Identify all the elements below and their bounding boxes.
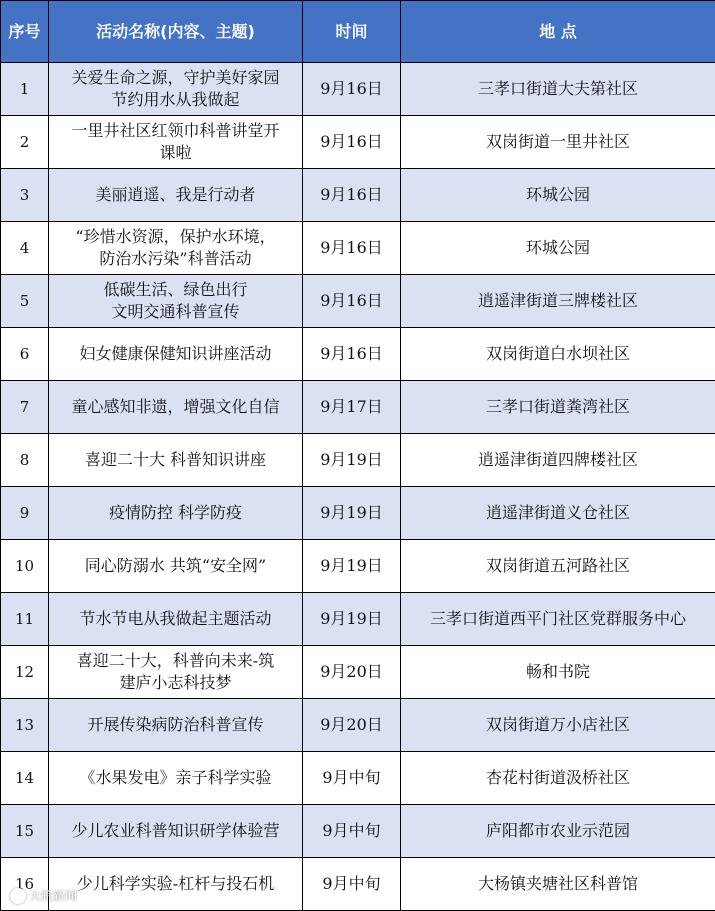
cell-activity-name-line-2: 节约用水从我做起 bbox=[55, 89, 296, 111]
cell-serial-number bbox=[1, 646, 49, 699]
table-row bbox=[1, 752, 715, 805]
cell-serial-number-line: 11 bbox=[3, 608, 46, 630]
cell-activity-name bbox=[49, 381, 303, 434]
cell-activity-name-line: “珍惜水资源，保护水环境， bbox=[55, 226, 296, 248]
cell-activity-name-line: 少儿科学实验-杠杆与投石机 bbox=[55, 873, 296, 895]
cell-location-line: 大杨镇夹塘社区科普馆 bbox=[403, 873, 713, 895]
cell-time-line: 9月19日 bbox=[305, 608, 398, 630]
cell-activity-name bbox=[49, 63, 303, 116]
cell-location bbox=[401, 699, 715, 752]
cell-serial-number bbox=[1, 699, 49, 752]
cell-time-line: 9月中旬 bbox=[305, 820, 398, 842]
header-serial-number: 序号 bbox=[1, 1, 49, 63]
table-row bbox=[1, 540, 715, 593]
cell-time-line: 9月19日 bbox=[305, 449, 398, 471]
cell-serial-number-line: 10 bbox=[3, 555, 46, 577]
cell-serial-number bbox=[1, 63, 49, 116]
cell-time-line: 9月16日 bbox=[305, 184, 398, 206]
cell-activity-name-line: 关爱生命之源，守护美好家园 bbox=[55, 67, 296, 89]
table-row bbox=[1, 275, 715, 328]
watermark-logo-icon bbox=[10, 888, 26, 904]
cell-serial-number-line: 1 bbox=[3, 78, 46, 100]
cell-location bbox=[401, 487, 715, 540]
header-activity-name: 活动名称(内容、主题) bbox=[49, 1, 303, 63]
cell-time bbox=[303, 699, 401, 752]
cell-activity-name bbox=[49, 169, 303, 222]
cell-activity-name bbox=[49, 699, 303, 752]
cell-serial-number bbox=[1, 169, 49, 222]
cell-time-line: 9月20日 bbox=[305, 714, 398, 736]
cell-location-line: 环城公园 bbox=[403, 237, 713, 259]
cell-time bbox=[303, 63, 401, 116]
cell-time bbox=[303, 540, 401, 593]
cell-activity-name-line: 一里井社区红领巾科普讲堂开 bbox=[55, 120, 296, 142]
cell-serial-number-line: 5 bbox=[3, 290, 46, 312]
cell-time-line: 9月19日 bbox=[305, 502, 398, 524]
cell-serial-number-line: 16 bbox=[3, 873, 46, 895]
cell-serial-number-line: 13 bbox=[3, 714, 46, 736]
cell-time-line: 9月16日 bbox=[305, 78, 398, 100]
cell-time bbox=[303, 275, 401, 328]
cell-time bbox=[303, 646, 401, 699]
cell-activity-name bbox=[49, 593, 303, 646]
cell-activity-name-line: 喜迎二十大 科普知识讲座 bbox=[55, 449, 296, 471]
cell-serial-number bbox=[1, 434, 49, 487]
cell-time-line: 9月16日 bbox=[305, 131, 398, 153]
cell-activity-name-line-2: 防治水污染”科普活动 bbox=[55, 248, 296, 270]
cell-time bbox=[303, 752, 401, 805]
cell-location-line: 逍遥津街道四牌楼社区 bbox=[403, 449, 713, 471]
cell-location bbox=[401, 858, 715, 911]
cell-location-line: 杏花村街道汲桥社区 bbox=[403, 767, 713, 789]
cell-serial-number-line: 6 bbox=[3, 343, 46, 365]
cell-time-line: 9月20日 bbox=[305, 661, 398, 683]
cell-time-line: 9月中旬 bbox=[305, 767, 398, 789]
cell-time-line: 9月17日 bbox=[305, 396, 398, 418]
cell-serial-number bbox=[1, 805, 49, 858]
table-row bbox=[1, 381, 715, 434]
cell-location bbox=[401, 752, 715, 805]
table-row bbox=[1, 646, 715, 699]
watermark bbox=[10, 887, 77, 904]
cell-location bbox=[401, 63, 715, 116]
cell-serial-number bbox=[1, 222, 49, 275]
cell-time bbox=[303, 805, 401, 858]
table-row bbox=[1, 805, 715, 858]
table-row bbox=[1, 487, 715, 540]
cell-time-line: 9月16日 bbox=[305, 237, 398, 259]
table-row bbox=[1, 328, 715, 381]
table-row bbox=[1, 699, 715, 752]
cell-location bbox=[401, 434, 715, 487]
table-row bbox=[1, 169, 715, 222]
cell-activity-name bbox=[49, 858, 303, 911]
cell-activity-name-line: 喜迎二十大，科普向未来-筑 bbox=[55, 650, 296, 672]
cell-activity-name-line: 低碳生活、绿色出行 bbox=[55, 279, 296, 301]
cell-serial-number-line: 2 bbox=[3, 131, 46, 153]
cell-time bbox=[303, 169, 401, 222]
cell-activity-name bbox=[49, 434, 303, 487]
cell-activity-name-line: 疫情防控 科学防疫 bbox=[55, 502, 296, 524]
cell-activity-name bbox=[49, 540, 303, 593]
cell-location-line: 庐阳都市农业示范园 bbox=[403, 820, 713, 842]
cell-location bbox=[401, 116, 715, 169]
table-row bbox=[1, 434, 715, 487]
cell-activity-name-line: 《水果发电》亲子科学实验 bbox=[55, 767, 296, 789]
cell-activity-name-line: 同心防溺水 共筑“安全网” bbox=[55, 555, 296, 577]
cell-location-line: 逍遥津街道三牌楼社区 bbox=[403, 290, 713, 312]
cell-location bbox=[401, 805, 715, 858]
cell-activity-name bbox=[49, 222, 303, 275]
cell-activity-name-line-2: 课啦 bbox=[55, 142, 296, 164]
cell-activity-name bbox=[49, 646, 303, 699]
cell-serial-number bbox=[1, 116, 49, 169]
cell-location-line: 逍遥津街道义仓社区 bbox=[403, 502, 713, 524]
cell-location bbox=[401, 328, 715, 381]
cell-serial-number bbox=[1, 328, 49, 381]
watermark-text: 大皖新闻 bbox=[29, 887, 77, 904]
cell-location-line: 环城公园 bbox=[403, 184, 713, 206]
cell-location-line: 双岗街道万小店社区 bbox=[403, 714, 713, 736]
cell-location bbox=[401, 222, 715, 275]
table-row bbox=[1, 222, 715, 275]
cell-serial-number-line: 9 bbox=[3, 502, 46, 524]
cell-location bbox=[401, 593, 715, 646]
cell-serial-number-line: 12 bbox=[3, 661, 46, 683]
cell-serial-number bbox=[1, 487, 49, 540]
cell-location-line: 三孝口街道粪湾社区 bbox=[403, 396, 713, 418]
cell-time-line: 9月16日 bbox=[305, 343, 398, 365]
cell-location-line: 三孝口街道大夫第社区 bbox=[403, 78, 713, 100]
cell-location-line: 三孝口街道西平门社区党群服务中心 bbox=[403, 608, 713, 630]
cell-serial-number bbox=[1, 381, 49, 434]
cell-activity-name bbox=[49, 328, 303, 381]
cell-activity-name bbox=[49, 487, 303, 540]
header-time: 时间 bbox=[303, 1, 401, 63]
cell-serial-number bbox=[1, 540, 49, 593]
cell-activity-name bbox=[49, 752, 303, 805]
cell-location bbox=[401, 540, 715, 593]
cell-serial-number bbox=[1, 752, 49, 805]
cell-activity-name-line: 节水节电从我做起主题活动 bbox=[55, 608, 296, 630]
cell-time-line: 9月19日 bbox=[305, 555, 398, 577]
cell-activity-name-line: 美丽逍遥、我是行动者 bbox=[55, 184, 296, 206]
cell-time bbox=[303, 487, 401, 540]
cell-serial-number-line: 7 bbox=[3, 396, 46, 418]
cell-activity-name bbox=[49, 116, 303, 169]
cell-activity-name-line: 童心感知非遗，增强文化自信 bbox=[55, 396, 296, 418]
cell-time bbox=[303, 222, 401, 275]
cell-serial-number-line: 4 bbox=[3, 237, 46, 259]
cell-time bbox=[303, 116, 401, 169]
table-row bbox=[1, 116, 715, 169]
cell-activity-name-line-2: 文明交通科普宣传 bbox=[55, 301, 296, 323]
cell-activity-name-line: 妇女健康保健知识讲座活动 bbox=[55, 343, 296, 365]
cell-time bbox=[303, 858, 401, 911]
cell-time-line: 9月16日 bbox=[305, 290, 398, 312]
table-row bbox=[1, 593, 715, 646]
cell-activity-name bbox=[49, 805, 303, 858]
cell-location bbox=[401, 381, 715, 434]
cell-serial-number bbox=[1, 593, 49, 646]
table-header-row bbox=[1, 1, 715, 63]
cell-time bbox=[303, 328, 401, 381]
cell-time bbox=[303, 593, 401, 646]
table-row bbox=[1, 858, 715, 911]
cell-time bbox=[303, 434, 401, 487]
cell-location bbox=[401, 646, 715, 699]
cell-activity-name-line: 少儿农业科普知识研学体验营 bbox=[55, 820, 296, 842]
cell-time bbox=[303, 381, 401, 434]
cell-serial-number-line: 14 bbox=[3, 767, 46, 789]
table-body bbox=[1, 63, 715, 911]
cell-activity-name-line: 开展传染病防治科普宣传 bbox=[55, 714, 296, 736]
cell-serial-number-line: 15 bbox=[3, 820, 46, 842]
cell-time-line: 9月中旬 bbox=[305, 873, 398, 895]
cell-activity-name bbox=[49, 275, 303, 328]
table-row bbox=[1, 63, 715, 116]
cell-location bbox=[401, 169, 715, 222]
cell-serial-number bbox=[1, 275, 49, 328]
cell-location bbox=[401, 275, 715, 328]
cell-location-line: 双岗街道一里井社区 bbox=[403, 131, 713, 153]
cell-serial-number-line: 8 bbox=[3, 449, 46, 471]
header-location: 地 点 bbox=[401, 1, 715, 63]
cell-serial-number-line: 3 bbox=[3, 184, 46, 206]
cell-location-line: 双岗街道五河路社区 bbox=[403, 555, 713, 577]
cell-location-line: 双岗街道白水坝社区 bbox=[403, 343, 713, 365]
cell-location-line: 畅和书院 bbox=[403, 661, 713, 683]
cell-activity-name-line-2: 建庐小志科技梦 bbox=[55, 672, 296, 694]
